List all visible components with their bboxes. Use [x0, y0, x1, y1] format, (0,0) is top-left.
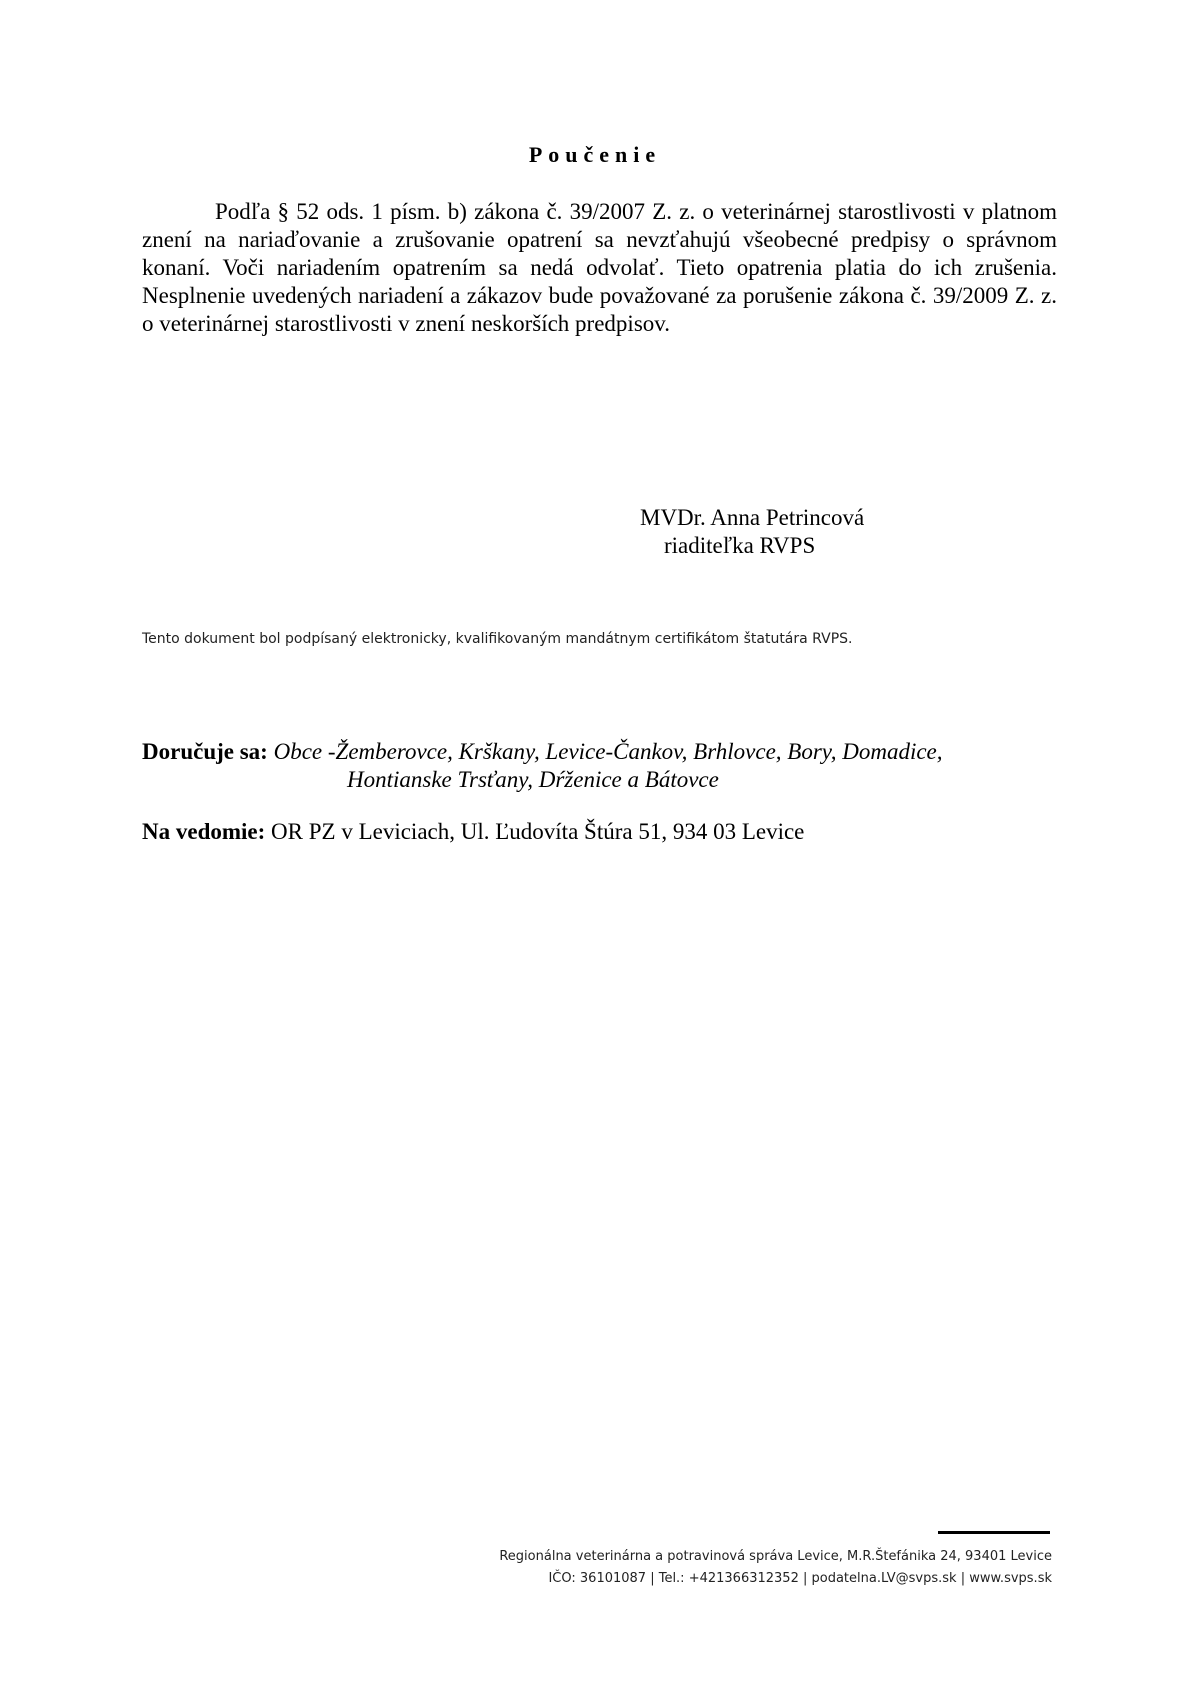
- recipients-section: [142, 738, 1042, 794]
- recipients-label: Doručuje sa:: [142, 739, 274, 764]
- footer-contact: IČO: 36101087 | Tel.: +421366312352 | podatelna.LV@svps.sk | www.svps.sk: [548, 1571, 1052, 1586]
- footer: [499, 1546, 1052, 1590]
- signatory-title: riaditeľka RVPS: [664, 533, 816, 558]
- for-info-value: OR PZ v Leviciach, Ul. Ľudovíta Štúra 51, 934 03 Levice: [271, 819, 805, 844]
- for-info-label: Na vedomie:: [142, 819, 272, 844]
- electronic-signature-note: Tento dokument bol podpísaný elektronicky, kvalifikovaným mandátnym certifikátom štatutára RVPS.: [142, 631, 853, 647]
- page-title: Poučenie: [528, 142, 662, 167]
- instruction-paragraph: Podľa § 52 ods. 1 písm. b) zákona č. 39/2007 Z. z. o veterinárnej starostlivosti v platnom znení na nariaďovanie a zrušovanie opatrení sa nevzťahujú všeobecné predpisy o správnom konaní. Voči nariadením opatrením sa nedá odvolať. Tieto opatrenia platia do ich zrušenia. Nesplnenie uvedených nariadení a zákazov bude považované za porušenie zákona č. 39/2009 Z. z. o veterinárnej starostlivosti v znení neskorších predpisov.: [142, 199, 1057, 336]
- for-info-section: [142, 818, 804, 846]
- signature-block: [640, 504, 980, 560]
- signatory-name: MVDr. Anna Petrincová: [640, 505, 865, 530]
- recipients-list-line1: Obce -Žemberovce, Krškany, Levice-Čankov, Brhlovce, Bory, Domadice,: [273, 739, 943, 764]
- footer-divider: [938, 1531, 1050, 1534]
- footer-address: Regionálna veterinárna a potravinová správa Levice, M.R.Štefánika 24, 93401 Levice: [499, 1549, 1052, 1564]
- recipients-list-line2: Hontianske Trsťany, Dŕženice a Bátovce: [347, 767, 719, 792]
